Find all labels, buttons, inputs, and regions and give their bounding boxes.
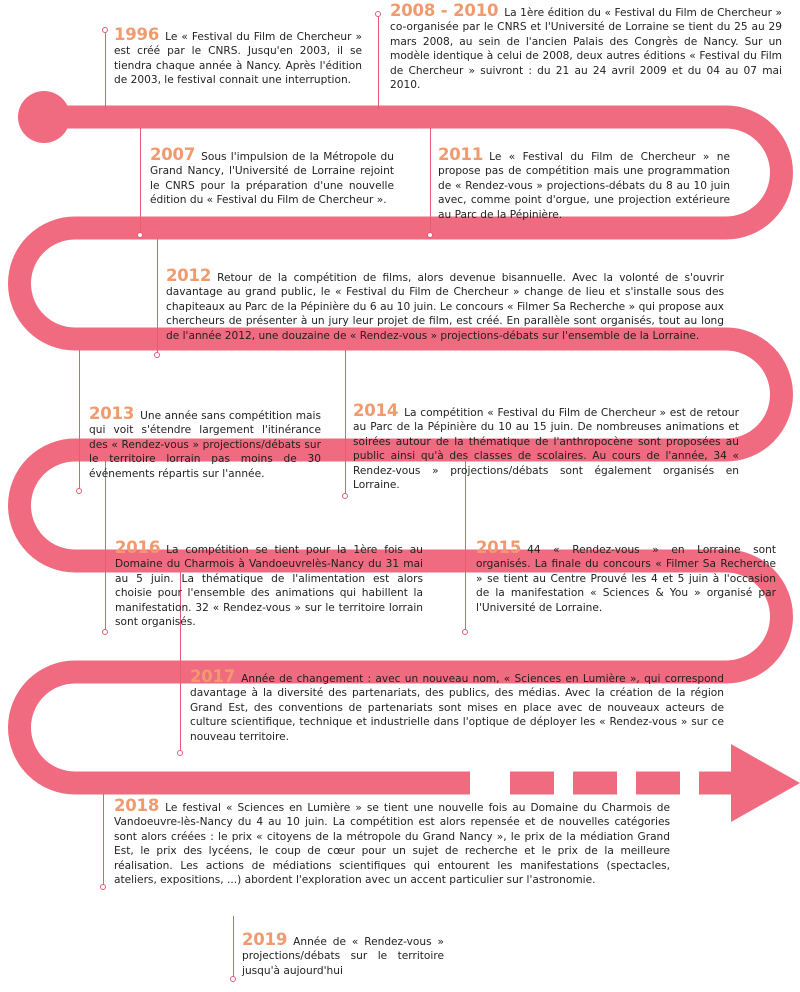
entry-year: 2014: [353, 401, 399, 420]
entry-2017: [190, 667, 724, 744]
entry-2008-2010: [390, 1, 782, 92]
entry-text: Retour de la compétition de films, alors devenue bisannuelle. Avec la volonté de s'ouvrir davantage au grand public, le « Festival du Film de Chercheur » change de lieu et s'installe sous des chapiteaux au Parc de la Pépinière du 6 au 10 juin. Le concours « Filmer Sa Recherche » qui propose aux chercheurs de présenter à un jury leur projet de film, est créé. En parallèle sont organisés, tout au long de l'année 2012, une douzaine de « Rendez-vous » projections-débats sur l'ensemble de la Lorraine.: [166, 272, 724, 342]
entry-text: Sous l'impulsion de la Métropole du Grand Nancy, l'Université de Lorraine rejoint le CNRS pour la préparation d'une nouvelle édition du « Festival du Film de Chercheur ».: [150, 151, 394, 207]
entry-2016: [115, 538, 423, 629]
connector-dot-2017: [177, 750, 183, 756]
arrow-dash-1: [510, 772, 554, 795]
connector-2013: [79, 350, 80, 490]
arrow-dash-2: [573, 772, 617, 795]
entry-year: 2013: [89, 404, 135, 423]
arrow-dash-3: [636, 772, 680, 795]
entry-text: La 1ère édition du « Festival du Film de Chercheur » co-organisée par le CNRS et l'Université de Lorraine se tient du 25 au 29 mars 2008, au sein de l'ancien Palais des Congrès de Nancy. Sur un modèle identique à celui de 2008, deux autres éditions « Festival du Film de Chercheur » suivront : du 21 au 24 avril 2009 et du 04 au 07 mai 2010.: [390, 7, 782, 92]
connector-2011: [430, 128, 431, 234]
timeline-start-dot: [18, 91, 70, 143]
entry-text: Le festival « Sciences en Lumière » se tient une nouvelle fois au Domaine du Charmois de Vandoeuvre-lès-Nancy du 4 au 10 juin. La compétition est alors repensée et de nouvelles catégories sont alors créées : le prix « citoyens de la métropole du Grand Nancy », le prix de la médiation Grand Est, le prix des lycéens, le coup de cœur pour un sujet de recherche et le prix de la meilleure réalisation. Les actions de médiations scientifiques qui entourent les manifestations (spectacles, ateliers, expositions, ...) abordent l'exploration avec un accent particulier sur l'astronomie.: [114, 802, 670, 887]
connector-2007: [140, 128, 141, 234]
entry-year: 2016: [115, 538, 161, 557]
connector-2012: [157, 239, 158, 354]
entry-year: 2007: [150, 145, 196, 164]
entry-text: 44 « Rendez-vous » en Lorraine sont organisés. La finale du concours « Filmer Sa Recherche » se tient au Centre Prouvé les 4 et 5 juin à l'occasion de la manifestation « Sciences & You » organisé par l'Université de Lorraine.: [476, 544, 776, 614]
entry-2014: [353, 401, 739, 492]
connector-2018: [103, 794, 104, 886]
entry-2007: [150, 145, 394, 208]
connector-dot-2016: [102, 629, 108, 635]
entry-year: 2011: [438, 145, 484, 164]
connector-dot-2015: [462, 629, 468, 635]
entry-text: Le « Festival du Film de Chercheur » ne propose pas de compétition mais une programmation de « Rendez-vous » projections-débats du 8 au 10 juin avec, comme point d'orgue, une projection extérieure au Parc de la Pépinière.: [438, 151, 730, 221]
connector-dot-2011: [427, 232, 433, 238]
entry-year: 2018: [114, 796, 160, 815]
entry-text: Année de changement : avec un nouveau nom, « Sciences en Lumière », qui correspond davantage à la diversité des partenariats, des publics, des médias. Avec la création de la région Grand Est, des conventions de partenariats sont mises en place avec de nouveaux acteurs de culture scientifique, technique et industrielle dans l'optique de déployer les « Rendez-vous » sur ce nouveau territoire.: [190, 673, 724, 743]
connector-dot-2007: [137, 232, 143, 238]
entry-text: Une année sans compétition mais qui voit s'étendre largement l'itinérance des « Rendez-vous » projections/débats sur le territoire lorrain pas moins de 30 événements répartis sur l'année.: [89, 410, 321, 480]
connector-dot-2019: [230, 976, 236, 982]
entry-text: Le « Festival du Film de Chercheur » est créé par le CNRS. Jusqu'en 2003, il se tiendra chaque année à Nancy. Après l'édition de 2003, le festival connait une interruption.: [114, 31, 362, 87]
connector-2019: [233, 916, 234, 978]
connector-dot-2013: [76, 488, 82, 494]
entry-2011: [438, 145, 730, 222]
entry-2015: [476, 538, 776, 615]
entry-year: 1996: [114, 25, 160, 44]
arrow-head: [731, 744, 800, 822]
entry-year: 2008 - 2010: [390, 1, 499, 20]
connector-2014: [345, 350, 346, 495]
entry-year: 2019: [242, 930, 288, 949]
entry-text: La compétition « Festival du Film de Chercheur » est de retour au Parc de la Pépinière du 10 au 15 juin. De nombreuses animations et soirées autour de la thématique de l'anthropocène sont proposées au public ainsi qu'à des classes de scolaires. Au cours de l'année, 34 « Rendez-vous » projections/débats sont également organisés en Lorraine.: [353, 407, 739, 492]
entry-2012: [166, 266, 724, 343]
entry-2019: [242, 930, 444, 978]
connector-dot-2014: [342, 493, 348, 499]
connector-dot-2012: [154, 352, 160, 358]
entry-2018: [114, 796, 670, 887]
entry-text: La compétition se tient pour la 1ère fois au Domaine du Charmois à Vandoeuvrelès-Nancy du 31 mai au 5 juin. La thématique de l'alimentation est alors choisie pour l'ensemble des animations qui habillent la manifestation. 32 « Rendez-vous » sur le territoire lorrain sont organisés.: [115, 544, 423, 629]
connector-2008: [378, 14, 379, 109]
connector-dot-1996: [102, 27, 108, 33]
connector-1996: [105, 30, 106, 109]
entry-2013: [89, 404, 321, 481]
entry-1996: [114, 25, 362, 88]
entry-text: Année de « Rendez-vous » projections/débats sur le territoire jusqu'à aujourd'hui: [242, 936, 444, 977]
connector-2016: [105, 461, 106, 631]
entry-year: 2015: [476, 538, 522, 557]
connector-dot-2018: [100, 884, 106, 890]
arrow-dash-4: [699, 772, 731, 795]
connector-dot-2008: [375, 11, 381, 17]
entry-year: 2012: [166, 266, 212, 285]
entry-year: 2017: [190, 667, 236, 686]
